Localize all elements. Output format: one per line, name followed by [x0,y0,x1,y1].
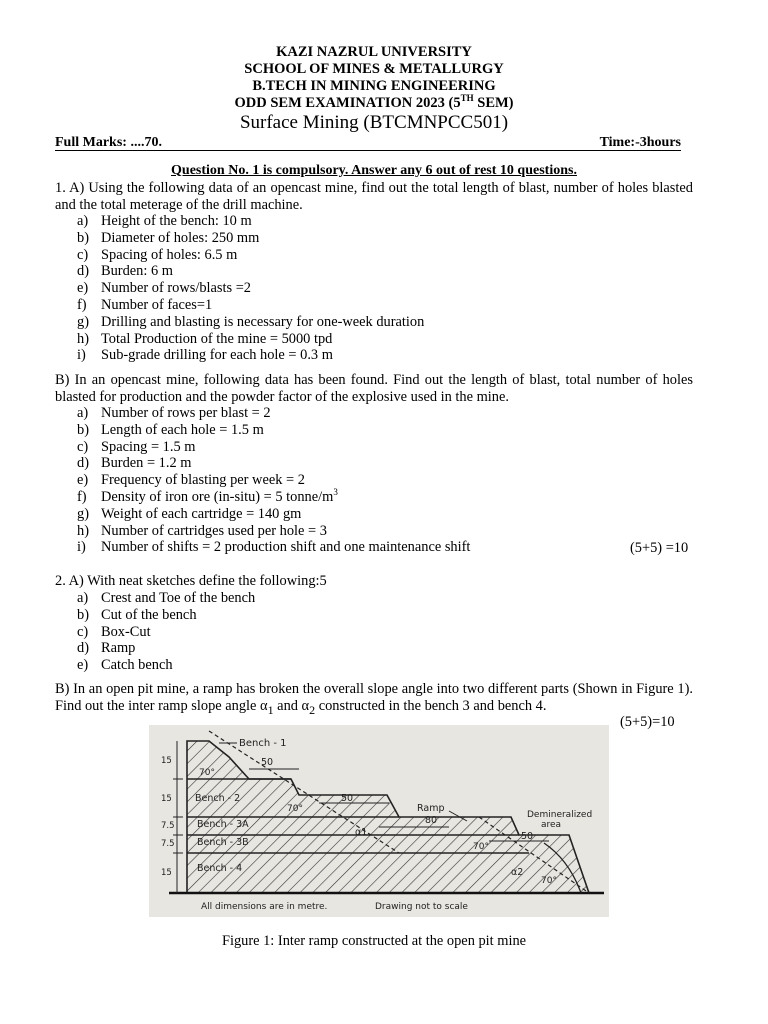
q1a-item [77,213,424,230]
angle-alpha-2: α2 [511,867,524,878]
marks-time-line [55,134,681,151]
height-15-c: 15 [161,868,172,878]
q1b-item [77,422,470,439]
q2a-list [77,590,255,674]
dim-50-c: 50 [521,831,534,842]
q1b-item [77,455,470,472]
item-marker: d) [77,640,89,657]
note-scale: Drawing not to scale [375,902,468,912]
q1a-text: 1. A) Using the following data of an opencast mine, find out the total length of blast, number of holes blasted and the total meterage of the drill machine. [55,180,693,213]
q2a-item [77,607,255,624]
label-ramp: Ramp [417,803,445,814]
q2b-text: B) In an open pit mine, a ramp has broken the overall slope angle into two different parts (Shown in Figure 1). Find out the inter ramp slope angle $\alpha_1$ and $\alpha_2$ constructed in the bench 3 and bench 4. [55,681,693,717]
q1a-list [77,213,424,364]
item-marker: g) [77,313,89,330]
height-15-a: 15 [161,756,172,766]
q1a-item [77,280,424,297]
item-marker: g) [77,505,89,522]
item-text: Sub-grade drilling for each hole = 0.3 m [101,347,333,364]
q1b-list [77,405,470,556]
item-marker: a) [77,405,89,421]
q1b-item [77,506,470,523]
item-text: Drilling and blasting is necessary for one-week duration [101,313,425,330]
item-text: Number of rows/blasts =2 [101,280,252,297]
label-bench-4: Bench - 4 [197,863,243,874]
item-text: Height of the bench: 10 m [101,213,252,229]
q1b-item [77,472,470,489]
dim-50-a: 50 [261,757,274,768]
item-text: Spacing = 1.5 m [101,438,196,455]
item-text: Burden = 1.2 m [101,455,192,472]
angle-70-1: 70° [199,768,215,778]
school-name: SCHOOL OF MINES & METALLURGY [244,61,504,77]
q1b-text: B) In an opencast mine, following data has been found. Find out the length of blast, total number of holes blasted for production and the powder factor of the explosive used in the mine. [55,372,693,405]
q1b-item [77,539,470,556]
q2a-item [77,657,255,674]
course-title: Surface Mining (BTCMNPCC501) [239,112,509,133]
exam-title: ODD SEM EXAMINATION 2023 (5TH SEM) [234,93,514,111]
item-text: Catch bench [101,657,173,674]
full-marks: Full Marks: ....70. [55,135,162,150]
height-15-b: 15 [161,794,172,804]
q1-marks: (5+5) =10 [630,540,689,556]
item-marker: i) [77,539,86,556]
item-marker: h) [77,522,89,539]
item-marker: d) [77,455,89,472]
item-text: Length of each hole = 1.5 m [101,421,264,438]
exam-time: Time:-3hours [599,135,681,150]
item-marker: e) [77,657,89,674]
item-marker: e) [77,472,89,489]
q1b-item [77,523,470,540]
item-text: Burden: 6 m [101,263,173,280]
item-text: Diameter of holes: 250 mm [101,229,260,246]
item-marker: f) [77,488,87,505]
item-text: Crest and Toe of the bench [101,590,256,606]
q2a-item [77,624,255,641]
q1a-item [77,263,424,280]
item-text: Number of faces=1 [101,296,213,313]
item-marker: a) [77,590,89,606]
q2a-item [77,590,255,607]
item-text: Weight of each cartridge = 140 gm [101,505,302,522]
angle-70-4: 70° [541,876,557,886]
item-text: Number of shifts = 2 production shift and one maintenance shift [101,539,471,556]
item-marker: a) [77,213,89,229]
q1a-item [77,230,424,247]
q1a-item [77,314,424,331]
q1b-item: f) Density of iron ore (in-situ) = 5 tonne/$m^3$ [77,487,338,505]
program-name: B.TECH IN MINING ENGINEERING [252,78,496,94]
q1a-item [77,297,424,314]
university-name: KAZI NAZRUL UNIVERSITY [276,44,472,60]
item-text: Density of iron ore (in-situ) = 5 tonne/m [101,488,334,505]
item-marker: c) [77,438,89,455]
label-area: area [541,820,562,830]
dim-50-b: 50 [341,793,354,804]
figure-caption: Figure 1: Inter ramp constructed at the open pit mine [221,933,527,949]
q1a-item [77,331,424,348]
item-marker: h) [77,330,89,347]
q1a-item [77,347,424,364]
item-text: Cut of the bench [101,606,197,623]
item-text: Total Production of the mine = 5000 tpd [101,330,333,347]
angle-70-3: 70° [473,842,489,852]
item-marker: f) [77,296,87,313]
q2-marks: (5+5)=10 [620,714,675,730]
instruction: Question No. 1 is compulsory. Answer any 6 out of rest 10 questions. [171,163,577,178]
q1b-item [77,405,470,422]
item-text: Number of cartridges used per hole = 3 [101,522,327,539]
figure-open-pit-ramp [149,725,609,917]
label-ramp-width: 80 [425,815,438,826]
item-marker: e) [77,280,89,297]
note-dimensions: All dimensions are in metre. [201,902,328,912]
open-pit-diagram [149,725,609,917]
item-text: Frequency of blasting per week = 2 [101,472,305,489]
item-marker: c) [77,246,89,263]
item-marker: b) [77,421,89,438]
item-marker: b) [77,229,89,246]
q2a-item [77,640,255,657]
item-text: Number of rows per blast = 2 [101,405,271,421]
item-marker: b) [77,606,89,623]
label-bench-3b: Bench - 3B [197,837,249,848]
item-text: Ramp [101,640,136,657]
item-marker: i) [77,347,86,364]
q1b-item [77,439,470,456]
label-bench-3a: Bench - 3A [197,819,249,830]
q2a-text: 2. A) With neat sketches define the following:5 [55,573,327,589]
item-marker: c) [77,623,89,640]
label-bench-1: Bench - 1 [239,738,287,749]
label-bench-2: Bench - 2 [195,793,241,804]
q1a-item [77,247,424,264]
height-7-5-a: 7.5 [161,821,175,831]
label-demineralized: Demineralized [527,810,593,820]
item-text: Box-Cut [101,623,151,640]
item-marker: d) [77,263,89,280]
angle-70-2: 70° [287,804,303,814]
height-7-5-b: 7.5 [161,839,175,849]
item-text: Spacing of holes: 6.5 m [101,246,238,263]
angle-alpha-1: α1 [355,827,368,838]
